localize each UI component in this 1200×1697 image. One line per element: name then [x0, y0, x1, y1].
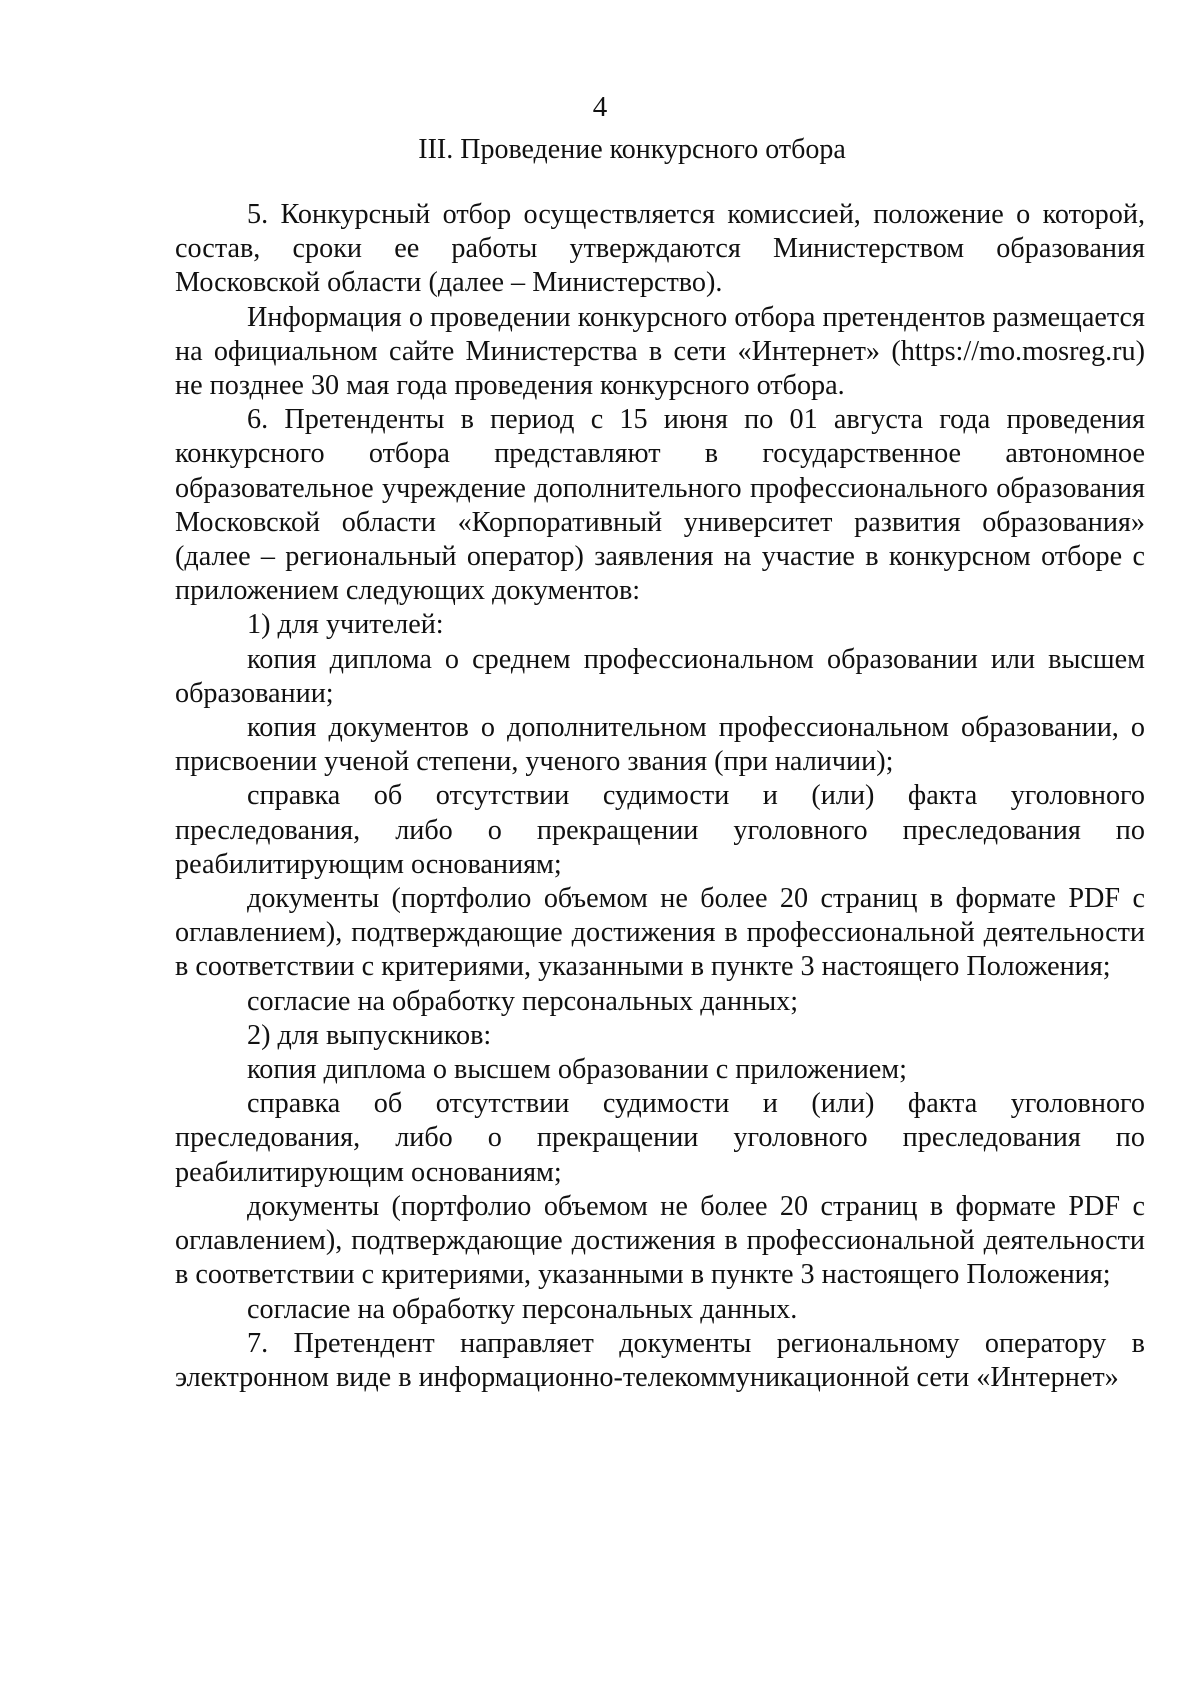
- list-item: документы (портфолио объемом не более 20 страниц в формате PDF с оглавлением), подтверждающие достижения в профессиональной деятельности в соответствии с критериями, указанными в пункте 3 настоящего Положения;: [175, 1190, 1145, 1291]
- list-item: справка об отсутствии судимости и (или) факта уголовного преследования, либо о прекращении уголовного преследования по реабилитирующим основаниям;: [175, 1088, 1145, 1188]
- list-item: справка об отсутствии судимости и (или) факта уголовного преследования, либо о прекращении уголовного преследования по реабилитирующим основаниям;: [175, 780, 1145, 880]
- page-number: 4: [592, 91, 608, 123]
- list-item: документы (портфолио объемом не более 20 страниц в формате PDF с оглавлением), подтверждающие достижения в профессиональной деятельности в соответствии с критериями, указанными в пункте 3 настоящего Положения;: [175, 883, 1145, 983]
- document-body: [175, 198, 1145, 1395]
- section-heading: III. Проведение конкурсного отбора: [418, 134, 846, 165]
- list-item: копия диплома о среднем профессиональном образовании или высшем образовании;: [175, 643, 1145, 709]
- list-heading-graduates: 2) для выпускников:: [247, 1019, 492, 1051]
- list-item: копия документов о дополнительном профессиональном образовании, о присвоении ученой степени, ученого звания (при наличии);: [175, 712, 1145, 778]
- paragraph-5: 5. Конкурсный отбор осуществляется комиссией, положение о которой, состав, сроки ее работы утверждаются Министерством образования Московской области (далее – Министерство).: [175, 199, 1145, 299]
- paragraph-6: 6. Претенденты в период с 15 июня по 01 августа года проведения конкурсного отбора представляют в государственное автономное образовательное учреждение дополнительного профессионального образования Московской области «Корпоративный университет развития образования» (далее – региональный оператор) заявления на участие в конкурсном отборе с приложением следующих документов:: [175, 404, 1145, 607]
- list-item: согласие на обработку персональных данных.: [247, 1293, 798, 1325]
- list-item: согласие на обработку персональных данных;: [247, 985, 799, 1017]
- paragraph-information: Информация о проведении конкурсного отбора претендентов размещается на официальном сайте Министерства в сети «Интернет» (https://mo.mosreg.ru) не позднее 30 мая года проведения конкурсного отбора.: [175, 301, 1145, 402]
- list-item: копия диплома о высшем образовании с приложением;: [247, 1054, 907, 1086]
- paragraph-7: 7. Претендент направляет документы региональному оператору в электронном виде в информационно-телекоммуникационной сети «Интернет»: [175, 1327, 1145, 1393]
- list-heading-teachers: 1) для учителей:: [247, 609, 444, 641]
